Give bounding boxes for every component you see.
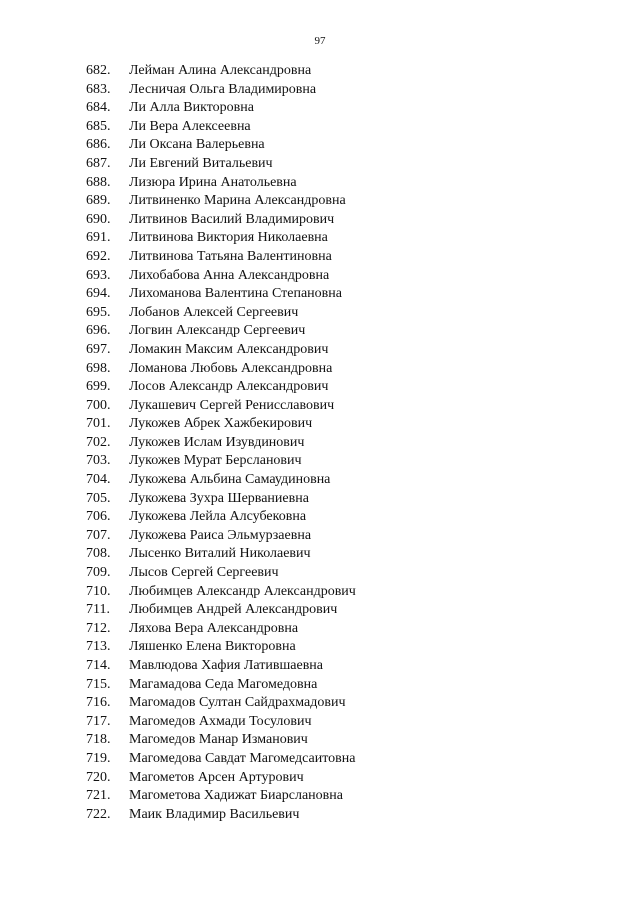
- entry-name: Лосов Александр Александрович: [129, 379, 329, 395]
- list-item: [0, 731, 640, 750]
- list-item: [0, 118, 640, 137]
- entry-number: 699.: [86, 379, 111, 395]
- list-item: [0, 304, 640, 323]
- entry-name: Лукожев Абрек Хажбекирович: [129, 416, 313, 432]
- list-item: [0, 136, 640, 155]
- list-item: [0, 229, 640, 248]
- entry-number: 706.: [86, 509, 111, 525]
- entry-name: Литвинов Василий Владимирович: [129, 211, 335, 227]
- list-item: [0, 248, 640, 267]
- entry-number: 700.: [86, 397, 111, 413]
- list-item: [0, 676, 640, 695]
- entry-name: Магометов Арсен Артурович: [129, 769, 304, 785]
- list-item: [0, 527, 640, 546]
- list-item: [0, 452, 640, 471]
- list-item: [0, 267, 640, 286]
- list-item: [0, 415, 640, 434]
- list-item: [0, 545, 640, 564]
- entry-name: Мавлюдова Хафия Латившаевна: [129, 658, 324, 673]
- list-item: [0, 434, 640, 453]
- entry-name: Лысов Сергей Сергеевич: [129, 565, 279, 581]
- entry-name: Ли Алла Викторовна: [129, 100, 254, 116]
- entry-name: Любимцев Александр Александрович: [129, 583, 356, 599]
- entry-number: 685.: [86, 118, 111, 134]
- entry-number: 713.: [86, 639, 111, 655]
- entry-name: Магомедов Манар Изманович: [129, 732, 308, 748]
- list-item: [0, 601, 640, 620]
- list-item: [0, 638, 640, 657]
- entry-name: Лихоманова Валентина Степановна: [129, 286, 342, 302]
- entry-number: 720.: [86, 769, 111, 785]
- entry-number: 696.: [86, 323, 111, 339]
- list-item: [0, 285, 640, 304]
- entry-number: 711.: [86, 602, 110, 618]
- entry-name: Литвиненко Марина Александровна: [129, 193, 346, 209]
- entry-number: 697.: [86, 341, 111, 357]
- entry-name: Ли Евгений Витальевич: [129, 155, 273, 171]
- list-item: [0, 750, 640, 769]
- entry-name: Магамадова Седа Магомедовна: [129, 676, 318, 692]
- entry-number: 695.: [86, 304, 111, 320]
- entry-name: Лобанов Алексей Сергеевич: [129, 304, 299, 320]
- entry-number: 705.: [86, 490, 111, 506]
- list-item: [0, 583, 640, 602]
- entry-name: Любимцев Андрей Александрович: [129, 602, 338, 618]
- entry-name: Лукашевич Сергей Ренисславович: [129, 397, 335, 413]
- list-item: [0, 620, 640, 639]
- entry-number: 719.: [86, 750, 111, 766]
- list-item: [0, 564, 640, 583]
- entry-number: 689.: [86, 193, 111, 209]
- entry-number: 707.: [86, 527, 111, 543]
- entry-number: 693.: [86, 267, 111, 283]
- entry-name: Лукожева Альбина Самаудиновна: [129, 472, 331, 488]
- entry-number: 686.: [86, 137, 111, 153]
- name-list: [0, 62, 640, 824]
- entry-name: Лизюра Ирина Анатольевна: [129, 174, 297, 190]
- entry-number: 684.: [86, 100, 111, 116]
- entry-number: 710.: [86, 583, 111, 599]
- entry-number: 692.: [86, 248, 111, 264]
- entry-name: Лукожев Мурат Берсланович: [129, 453, 302, 469]
- entry-number: 691.: [86, 230, 111, 246]
- entry-number: 701.: [86, 416, 111, 432]
- entry-number: 694.: [86, 286, 111, 302]
- entry-number: 721.: [86, 788, 111, 804]
- page-number: 97: [314, 35, 326, 47]
- entry-name: Магомадов Султан Сайдрахмадович: [129, 695, 346, 711]
- list-item: [0, 192, 640, 211]
- entry-name: Маик Владимир Васильевич: [129, 806, 300, 822]
- list-item: [0, 155, 640, 174]
- entry-name: Ломакин Максим Александрович: [129, 341, 329, 357]
- entry-number: 722.: [86, 806, 111, 822]
- list-item: [0, 174, 640, 193]
- entry-name: Лихобабова Анна Александровна: [129, 267, 330, 283]
- entry-name: Лукожев Ислам Изувдинович: [129, 434, 305, 450]
- entry-name: Литвинова Виктория Николаевна: [129, 230, 328, 246]
- entry-name: Ломанова Любовь Александровна: [129, 360, 333, 376]
- list-item: [0, 508, 640, 527]
- list-item: [0, 99, 640, 118]
- entry-number: 704.: [86, 472, 111, 488]
- entry-number: 712.: [86, 620, 111, 636]
- entry-name: Магомедова Савдат Магомедсаитовна: [129, 750, 356, 766]
- entry-number: 709.: [86, 565, 111, 581]
- list-item: [0, 360, 640, 379]
- entry-number: 708.: [86, 546, 111, 562]
- list-item: [0, 490, 640, 509]
- entry-name: Ляшенко Елена Викторовна: [129, 639, 296, 655]
- entry-number: 702.: [86, 434, 111, 450]
- entry-number: 698.: [86, 360, 111, 376]
- list-item: [0, 397, 640, 416]
- entry-name: Лысенко Виталий Николаевич: [129, 546, 311, 562]
- list-item: [0, 211, 640, 230]
- entry-number: 690.: [86, 211, 111, 227]
- list-item: [0, 471, 640, 490]
- entry-name: Лесничая Ольга Владимировна: [129, 81, 317, 97]
- list-item: [0, 694, 640, 713]
- entry-name: Ляхова Вера Александровна: [129, 620, 299, 636]
- entry-number: 716.: [86, 695, 111, 711]
- entry-name: Литвинова Татьяна Валентиновна: [129, 248, 332, 264]
- list-item: [0, 806, 640, 825]
- entry-name: Логвин Александр Сергеевич: [129, 323, 306, 339]
- list-item: [0, 713, 640, 732]
- entry-number: 718.: [86, 732, 111, 748]
- entry-number: 688.: [86, 174, 111, 190]
- list-item: [0, 81, 640, 100]
- list-item: [0, 62, 640, 81]
- list-item: [0, 341, 640, 360]
- entry-name: Магометова Хадижат Биарслановна: [129, 788, 343, 804]
- entry-name: Лукожева Раиса Эльмурзаевна: [129, 527, 312, 543]
- entry-number: 703.: [86, 453, 111, 469]
- entry-number: 682.: [86, 63, 111, 78]
- entry-name: Магомедов Ахмади Тосулович: [129, 713, 312, 729]
- list-item: [0, 787, 640, 806]
- list-item: [0, 769, 640, 788]
- entry-name: Лейман Алина Александровна: [129, 63, 312, 78]
- entry-number: 715.: [86, 676, 111, 692]
- entry-number: 717.: [86, 713, 111, 729]
- list-item: [0, 657, 640, 676]
- entry-number: 683.: [86, 81, 111, 97]
- list-item: [0, 322, 640, 341]
- entry-name: Лукожева Лейла Алсубековна: [129, 509, 307, 525]
- entry-number: 714.: [86, 658, 111, 673]
- entry-name: Ли Оксана Валерьевна: [129, 137, 265, 153]
- entry-name: Ли Вера Алексеевна: [129, 118, 251, 134]
- list-item: [0, 378, 640, 397]
- entry-number: 687.: [86, 155, 111, 171]
- entry-name: Лукожева Зухра Шерваниевна: [129, 490, 309, 506]
